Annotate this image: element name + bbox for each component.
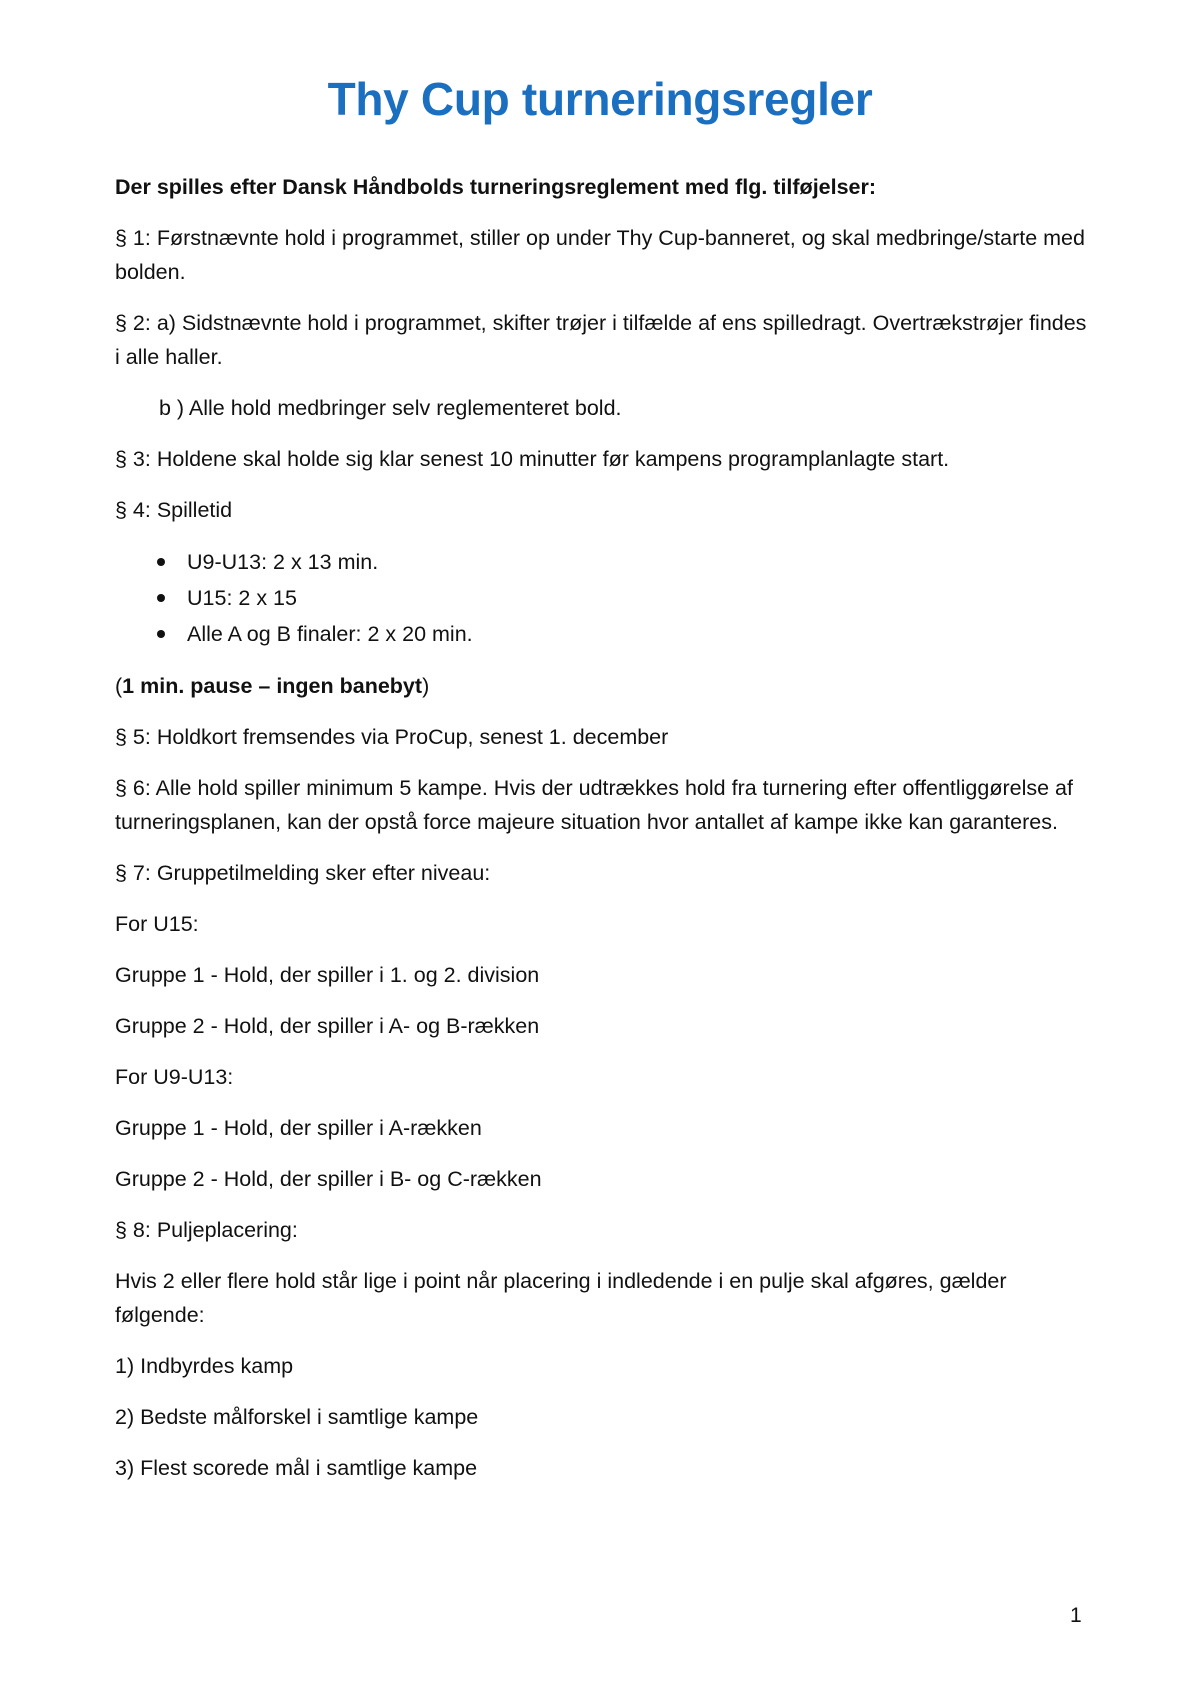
rule-paragraph-3: § 3: Holdene skal holde sig klar senest 10 minutter før kampens programplanlagte start.: [115, 447, 950, 471]
page-number: 1: [1070, 1604, 1082, 1627]
tiebreak-rule-3: 3) Flest scorede mål i samtlige kampe: [115, 1456, 478, 1480]
rule-paragraph-8-text: Hvis 2 eller flere hold står lige i point når placering i indledende i en pulje skal afgøres, gælder følgende:: [115, 1269, 1007, 1327]
pause-note: [115, 669, 1095, 703]
rule-paragraph-6: § 6: Alle hold spiller minimum 5 kampe. Hvis der udtrækkes hold fra turnering efter offentliggørelse af turneringsplanen, kan der opstå force majeure situation hvor antallet af kampe ikke kan garanteres.: [115, 776, 1073, 834]
u9-group-1: Gruppe 1 - Hold, der spiller i A-rækken: [115, 1116, 482, 1140]
u15-heading: For U15:: [115, 912, 199, 936]
rule-paragraph-5: § 5: Holdkort fremsendes via ProCup, senest 1. december: [115, 725, 669, 749]
tiebreak-rule-1: 1) Indbyrdes kamp: [115, 1354, 294, 1378]
bullet-icon: [157, 630, 165, 638]
list-item-text: U15: 2 x 15: [187, 586, 297, 610]
u9-group-2: Gruppe 2 - Hold, der spiller i B- og C-rækken: [115, 1167, 542, 1191]
u15-group-1: Gruppe 1 - Hold, der spiller i 1. og 2. division: [115, 963, 540, 987]
pause-open-paren: (: [115, 674, 123, 698]
rule-paragraph-2b: b ) Alle hold medbringer selv reglementeret bold.: [159, 396, 622, 420]
list-item: [115, 580, 1095, 616]
document-body: [115, 170, 1095, 1502]
intro-text: Der spilles efter Dansk Håndbolds turneringsreglement med flg. tilføjelser:: [115, 175, 877, 199]
list-item-text: Alle A og B finaler: 2 x 20 min.: [187, 622, 473, 646]
rule-paragraph-4: § 4: Spilletid: [115, 498, 233, 522]
page-title: Thy Cup turneringsregler: [327, 73, 873, 125]
pause-note-bold: 1 min. pause – ingen banebyt: [122, 674, 423, 698]
rule-paragraph-2a: § 2: a) Sidstnævnte hold i programmet, skifter trøjer i tilfælde af ens spilledragt. Overtrækstrøjer findes i alle haller.: [115, 311, 1087, 369]
list-item-text: U9-U13: 2 x 13 min.: [187, 550, 379, 574]
rule-paragraph-1: § 1: Førstnævnte hold i programmet, stiller op under Thy Cup-banneret, og skal medbringe/starte med bolden.: [115, 226, 1085, 284]
u9-heading: For U9-U13:: [115, 1065, 234, 1089]
rule-paragraph-8: § 8: Puljeplacering:: [115, 1218, 298, 1242]
tiebreak-rule-2: 2) Bedste målforskel i samtlige kampe: [115, 1405, 479, 1429]
playtime-list: [115, 544, 1095, 652]
list-item: [115, 544, 1095, 580]
bullet-icon: [157, 558, 165, 566]
pause-close-paren: ): [422, 674, 430, 698]
rule-paragraph-7: § 7: Gruppetilmelding sker efter niveau:: [115, 861, 491, 885]
list-item: [115, 616, 1095, 652]
bullet-icon: [157, 594, 165, 602]
u15-group-2: Gruppe 2 - Hold, der spiller i A- og B-rækken: [115, 1014, 540, 1038]
